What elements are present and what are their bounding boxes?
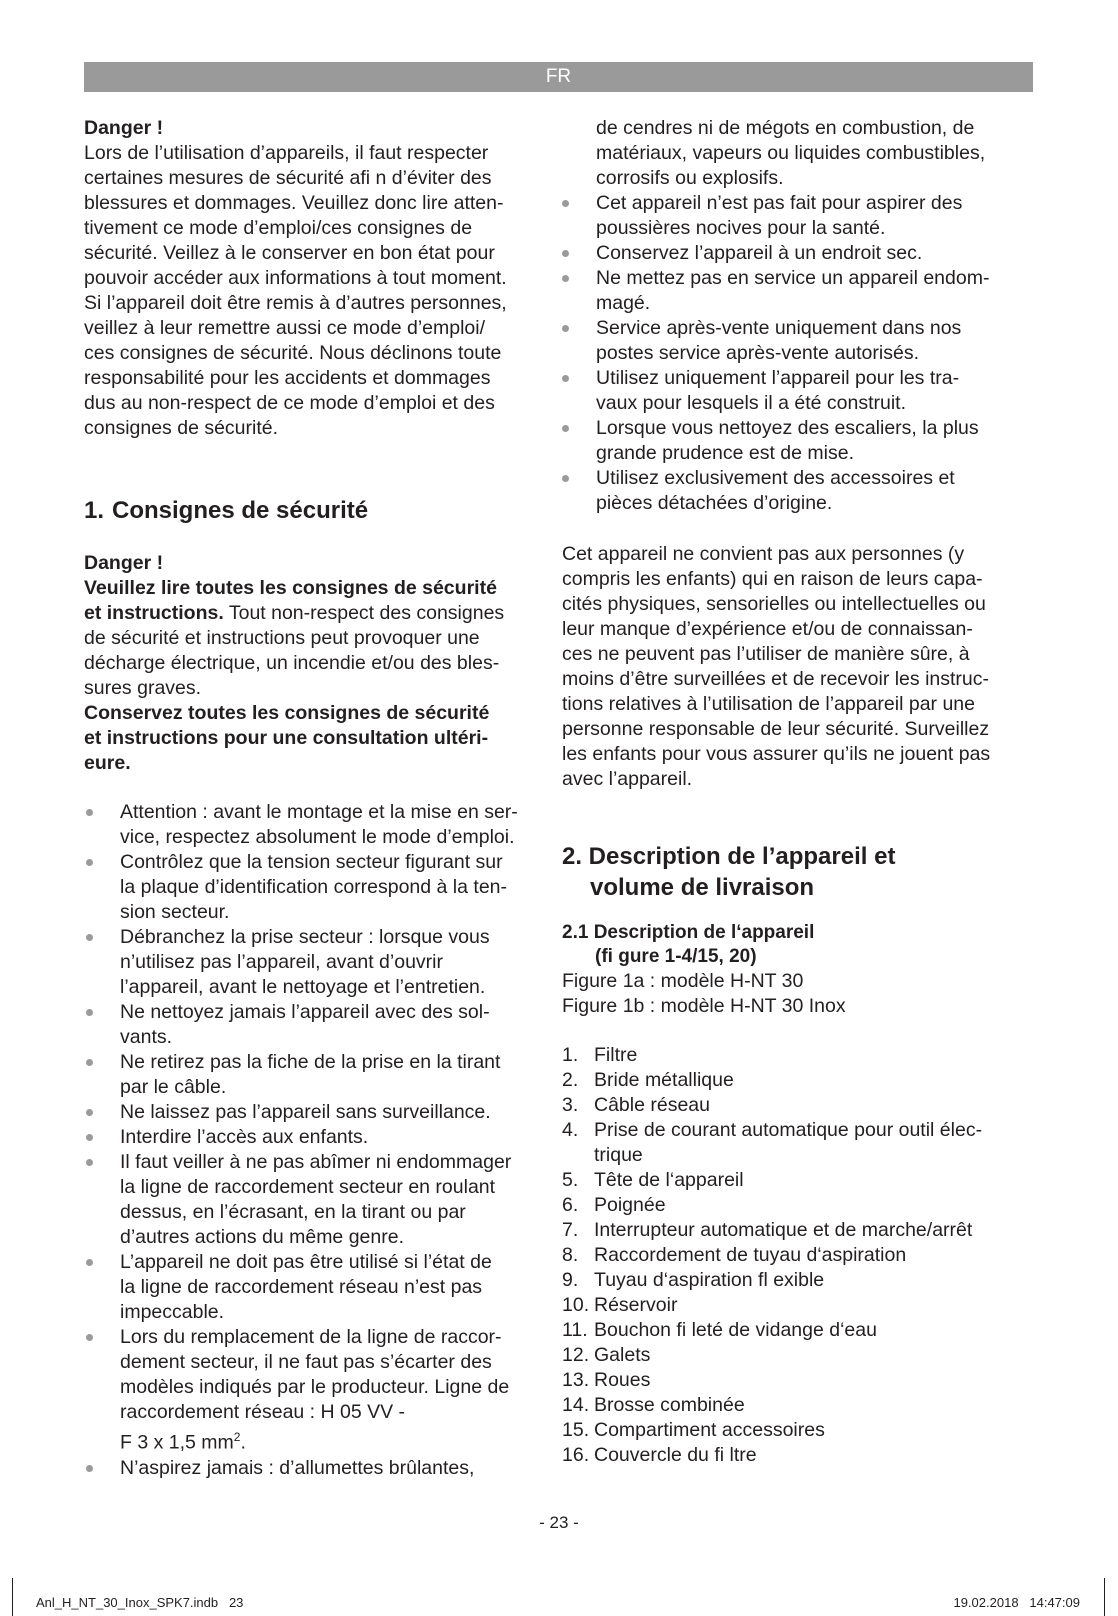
intro-line: pouvoir accéder aux informations à tout moment. — [84, 267, 507, 289]
bullet-dot-icon — [86, 1134, 93, 1141]
cable-spec-end: . — [240, 1431, 246, 1454]
bullet-item — [84, 800, 539, 850]
intro-line: sécurité. Veillez à le conserver en bon état pour — [84, 242, 495, 264]
bullet-dot-icon — [86, 1465, 93, 1472]
keep-instructions-line: et instructions pour une consultation ultéri- — [84, 727, 489, 749]
subsection-2-1-figure-ref: (fi gure 1-4/15, 20) — [595, 946, 757, 967]
bullet-line: dessus, en l’écrasant, en la tirant ou par — [120, 1201, 466, 1223]
right-column — [562, 116, 1033, 1468]
part-label: Tête de l‘appareil — [594, 1169, 744, 1191]
part-number: 15. — [562, 1419, 590, 1441]
bullet-line: la plaque d’identification correspond à la ten- — [120, 876, 508, 898]
part-label: Câble réseau — [594, 1094, 710, 1116]
keep-instructions-line: Conservez toutes les consignes de sécurité — [84, 702, 490, 724]
bullet-dot-icon — [562, 425, 569, 432]
bullet-line: pièces détachées d’origine. — [596, 492, 833, 514]
bullet-dot-icon — [86, 859, 93, 866]
figure-line: Figure 1a : modèle H-NT 30 — [562, 970, 804, 992]
bullet-line: Lors du remplacement de la ligne de raccor- — [120, 1326, 502, 1348]
bullet-item — [84, 1100, 539, 1125]
section-1-number: 1. — [84, 497, 105, 524]
bullet-line: Utilisez exclusivement des accessoires et — [596, 467, 955, 489]
left-column — [84, 116, 539, 1481]
part-label: trique — [594, 1144, 643, 1166]
part-item — [562, 1343, 1033, 1368]
bullet-dot-icon — [86, 1009, 93, 1016]
parts-list — [562, 1043, 1033, 1468]
section-2-title-line2: volume de livraison — [590, 874, 815, 901]
paragraph-line: Cet appareil ne convient pas aux personnes (y — [562, 543, 965, 565]
bullet-line: N’aspirez jamais : d’allumettes brûlantes, — [120, 1456, 475, 1479]
part-number: 11. — [562, 1319, 588, 1341]
part-number: 4. — [562, 1119, 579, 1141]
warning-paragraph — [84, 626, 539, 701]
bullet-item — [84, 1250, 539, 1325]
part-item — [562, 1068, 1033, 1093]
bullet-line: vice, respectez absolument le mode d’emploi. — [120, 826, 515, 848]
paragraph-line: tions relatives à l’utilisation de l’appareil par une — [562, 693, 975, 715]
bullet-dot-icon — [86, 1159, 93, 1166]
bullet-line: sion secteur. — [120, 901, 230, 923]
bullet-dot-icon — [562, 475, 569, 482]
crop-mark-right — [1104, 1578, 1105, 1616]
bullet-item — [84, 1050, 539, 1100]
warning-bold-line: Veuillez lire toutes les consignes de sécurité — [84, 577, 497, 599]
bullet-line: Contrôlez que la tension secteur figurant sur — [120, 851, 503, 873]
part-label: Prise de courant automatique pour outil élec- — [594, 1119, 983, 1141]
part-item — [562, 1393, 1033, 1418]
warning-line: sures graves. — [84, 677, 202, 699]
figure-list — [562, 969, 1033, 1019]
section-1-title-text: Consignes de sécurité — [112, 497, 369, 524]
bullet-line: postes service après-vente autorisés. — [596, 342, 919, 364]
part-label: Filtre — [594, 1044, 638, 1066]
part-label: Galets — [594, 1344, 651, 1366]
part-number: 8. — [562, 1244, 579, 1266]
part-item — [562, 1443, 1033, 1468]
part-item — [562, 1318, 1033, 1343]
bullet-line: Interdire l’accès aux enfants. — [120, 1126, 369, 1148]
bullet-line: Ne laissez pas l’appareil sans surveillance. — [120, 1101, 491, 1123]
left-safety-bullets — [84, 800, 539, 1481]
bullet-item — [84, 1150, 539, 1250]
subsection-2-1-title: 2.1 Description de l‘appareil — [562, 922, 815, 943]
part-label: Raccordement de tuyau d‘aspiration — [594, 1244, 907, 1266]
bullet-line: L’appareil ne doit pas être utilisé si l’état de — [120, 1251, 492, 1273]
subsection-2-1 — [562, 921, 1033, 1468]
bullet-item — [84, 925, 539, 1000]
bullet-line: Conservez l’appareil à un endroit sec. — [596, 242, 923, 264]
part-number: 3. — [562, 1094, 579, 1116]
bullet-line: grande prudence est de mise. — [596, 442, 854, 464]
keep-instructions-line: eure. — [84, 752, 131, 774]
section-1-danger-heading: Danger ! — [84, 552, 164, 574]
part-number — [562, 1143, 594, 1168]
part-number: 1. — [562, 1044, 579, 1066]
bullet-line: modèles indiqués par le producteur. Ligne de — [120, 1376, 510, 1398]
intro-line: Lors de l’utilisation d’appareils, il faut respecter — [84, 142, 489, 164]
part-label: Tuyau d‘aspiration fl exible — [594, 1269, 825, 1291]
bullet-dot-icon — [86, 809, 93, 816]
section-2-title — [562, 841, 1033, 903]
bullet-dot-icon — [562, 275, 569, 282]
part-item — [562, 1293, 1033, 1318]
part-item — [562, 1268, 1033, 1293]
bullet-line: Service après-vente uniquement dans nos — [596, 317, 962, 339]
bullet-item — [560, 416, 1033, 466]
intro-line: dus au non-respect de ce mode d’emploi et des — [84, 392, 495, 414]
part-label: Compartiment accessoires — [594, 1419, 825, 1441]
bullet-line: Cet appareil n’est pas fait pour aspirer des — [596, 192, 963, 214]
part-label: Brosse combinée — [594, 1394, 745, 1416]
children-safety-paragraph — [562, 542, 1033, 792]
part-label: Roues — [594, 1369, 651, 1391]
part-item — [562, 1218, 1033, 1243]
bullet-item — [84, 850, 539, 925]
bullet-continuation-line: matériaux, vapeurs ou liquides combustibles, — [596, 142, 986, 164]
bullet-dot-icon — [562, 325, 569, 332]
bullet-dot-icon — [86, 1259, 93, 1266]
bullet-item — [560, 191, 1033, 241]
footer-filename: Anl_H_NT_30_Inox_SPK7.indb 23 — [36, 1595, 244, 1610]
bullet-line: Ne nettoyez jamais l’appareil avec des sol- — [120, 1001, 490, 1023]
bullet-line: vants. — [120, 1026, 173, 1048]
bullet-line: dement secteur, il ne faut pas s’écarter des — [120, 1351, 492, 1373]
part-item — [562, 1143, 1033, 1168]
part-item — [562, 1243, 1033, 1268]
bullet-line: Il faut veiller à ne pas abîmer ni endommager — [120, 1151, 512, 1173]
paragraph-line: ces ne peuvent pas l’utiliser de manière sûre, à — [562, 643, 970, 665]
part-item — [562, 1118, 1033, 1143]
part-label: Interrupteur automatique et de marche/arrêt — [594, 1219, 973, 1241]
intro-line: blessures et dommages. Veuillez donc lire atten- — [84, 192, 504, 214]
warning-line: de sécurité et instructions peut provoquer une — [84, 627, 480, 649]
warning-mixed-line — [84, 601, 539, 626]
bullet-line: impeccable. — [120, 1301, 225, 1323]
paragraph-line: moins d’être surveillées et de recevoir les instruc- — [562, 668, 990, 690]
bullet-item — [560, 266, 1033, 316]
part-number: 7. — [562, 1219, 579, 1241]
part-number: 2. — [562, 1069, 579, 1091]
paragraph-line: avec l’appareil. — [562, 768, 693, 790]
crop-mark-left — [12, 1578, 13, 1616]
bullet-line: Ne retirez pas la fiche de la prise en la tirant — [120, 1051, 501, 1073]
bullet-line: n’utilisez pas l’appareil, avant d’ouvrir — [120, 951, 443, 973]
bullet-item — [560, 466, 1033, 516]
part-label: Bouchon fi leté de vidange d‘eau — [594, 1319, 877, 1341]
bullet-line: Ne mettez pas en service un appareil endom- — [596, 267, 990, 289]
part-number: 14. — [562, 1394, 590, 1416]
bullet-item — [84, 1456, 539, 1481]
part-label: Poignée — [594, 1194, 666, 1216]
section-2-title-line1: 2. Description de l’appareil et — [562, 843, 896, 870]
part-number: 9. — [562, 1269, 579, 1291]
language-header-bar — [84, 62, 1033, 92]
page-number: - 23 - — [539, 1513, 579, 1532]
bullet-line: magé. — [596, 292, 651, 314]
intro-line: ces consignes de sécurité. Nous déclinons toute — [84, 342, 502, 364]
bullet-continuation-line: corrosifs ou explosifs. — [596, 167, 784, 189]
bullet-dot-icon — [86, 1059, 93, 1066]
part-item — [562, 1043, 1033, 1068]
bullet-item — [84, 1125, 539, 1150]
paragraph-line: les enfants pour vous assurer qu’ils ne jouent pas — [562, 743, 991, 765]
bullet-continuation — [578, 116, 1033, 191]
part-item — [562, 1193, 1033, 1218]
bullet-line: Attention : avant le montage et la mise en ser- — [120, 801, 518, 823]
bullet-line: d’autres actions du même genre. — [120, 1226, 404, 1248]
intro-line: certaines mesures de sécurité afi n d’éviter des — [84, 167, 492, 189]
section-1-title — [84, 495, 539, 526]
bullet-line: Lorsque vous nettoyez des escaliers, la plus — [596, 417, 979, 439]
bullet-item — [560, 241, 1033, 266]
bullet-item — [84, 1000, 539, 1050]
bullet-dot-icon — [562, 250, 569, 257]
figure-line: Figure 1b : modèle H-NT 30 Inox — [562, 995, 846, 1017]
bullet-line: poussières nocives pour la santé. — [596, 217, 886, 239]
intro-danger-heading: Danger ! — [84, 117, 164, 139]
part-item — [562, 1368, 1033, 1393]
cable-spec-line — [120, 1425, 539, 1456]
warning-line: décharge électrique, un incendie et/ou des bles- — [84, 652, 500, 674]
bullet-item — [560, 316, 1033, 366]
part-number: 13. — [562, 1369, 590, 1391]
warning-normal-fragment: Tout non-respect des consignes — [223, 602, 505, 624]
bullet-line: raccordement réseau : H 05 VV - — [120, 1401, 406, 1423]
bullet-line: vaux pour lesquels il a été construit. — [596, 392, 907, 414]
bullet-line: Débranchez la prise secteur : lorsque vous — [120, 926, 490, 948]
bullet-line: l’appareil, avant le nettoyage et l’entretien. — [120, 976, 486, 998]
bullet-dot-icon — [86, 1109, 93, 1116]
part-number: 12. — [562, 1344, 590, 1366]
right-safety-bullets — [560, 191, 1033, 516]
intro-paragraph — [84, 141, 539, 441]
part-label: Couvercle du fi ltre — [594, 1444, 757, 1466]
paragraph-line: personne responsable de leur sécurité. Surveillez — [562, 718, 990, 740]
cable-spec: F 3 x 1,5 mm — [120, 1431, 234, 1454]
part-label: Bride métallique — [594, 1069, 734, 1091]
bullet-item — [560, 366, 1033, 416]
part-item — [562, 1168, 1033, 1193]
intro-line: veillez à leur remettre aussi ce mode d’emploi/ — [84, 317, 486, 339]
part-item — [562, 1418, 1033, 1443]
bullet-dot-icon — [562, 200, 569, 207]
part-number: 16. — [562, 1444, 590, 1466]
bullet-dot-icon — [562, 375, 569, 382]
cable-spec-superscript: 2 — [233, 1430, 241, 1444]
intro-line: Si l’appareil doit être remis à d’autres personnes, — [84, 292, 507, 314]
part-number: 6. — [562, 1194, 579, 1216]
bullet-line: la ligne de raccordement secteur en roulant — [120, 1176, 496, 1198]
bullet-line: la ligne de raccordement réseau n’est pas — [120, 1276, 483, 1298]
part-label: Réservoir — [594, 1294, 678, 1316]
paragraph-line: cités physiques, sensorielles ou intellectuelles ou — [562, 593, 986, 615]
part-number: 10. — [562, 1294, 590, 1316]
bullet-item — [84, 1325, 539, 1456]
bullet-line: Utilisez uniquement l’appareil pour les tra- — [596, 367, 960, 389]
part-number: 5. — [562, 1169, 579, 1191]
bullet-continuation-line: de cendres ni de mégots en combustion, de — [596, 117, 975, 139]
footer-timestamp: 19.02.2018 14:47:09 — [953, 1595, 1080, 1610]
language-label: FR — [545, 66, 572, 87]
paragraph-line: compris les enfants) qui en raison de leurs capa- — [562, 568, 983, 590]
bullet-line: par le câble. — [120, 1076, 227, 1098]
warning-bold-fragment: et instructions. — [84, 602, 224, 624]
intro-line: tivement ce mode d’emploi/ces consignes de — [84, 217, 473, 239]
intro-line: responsabilité pour les accidents et dommages — [84, 367, 491, 389]
part-item — [562, 1093, 1033, 1118]
intro-line: consignes de sécurité. — [84, 417, 279, 439]
keep-instructions-paragraph — [84, 701, 539, 776]
bullet-dot-icon — [86, 1334, 93, 1341]
bullet-dot-icon — [86, 934, 93, 941]
paragraph-line: leur manque d’expérience et/ou de connaissan- — [562, 618, 973, 640]
